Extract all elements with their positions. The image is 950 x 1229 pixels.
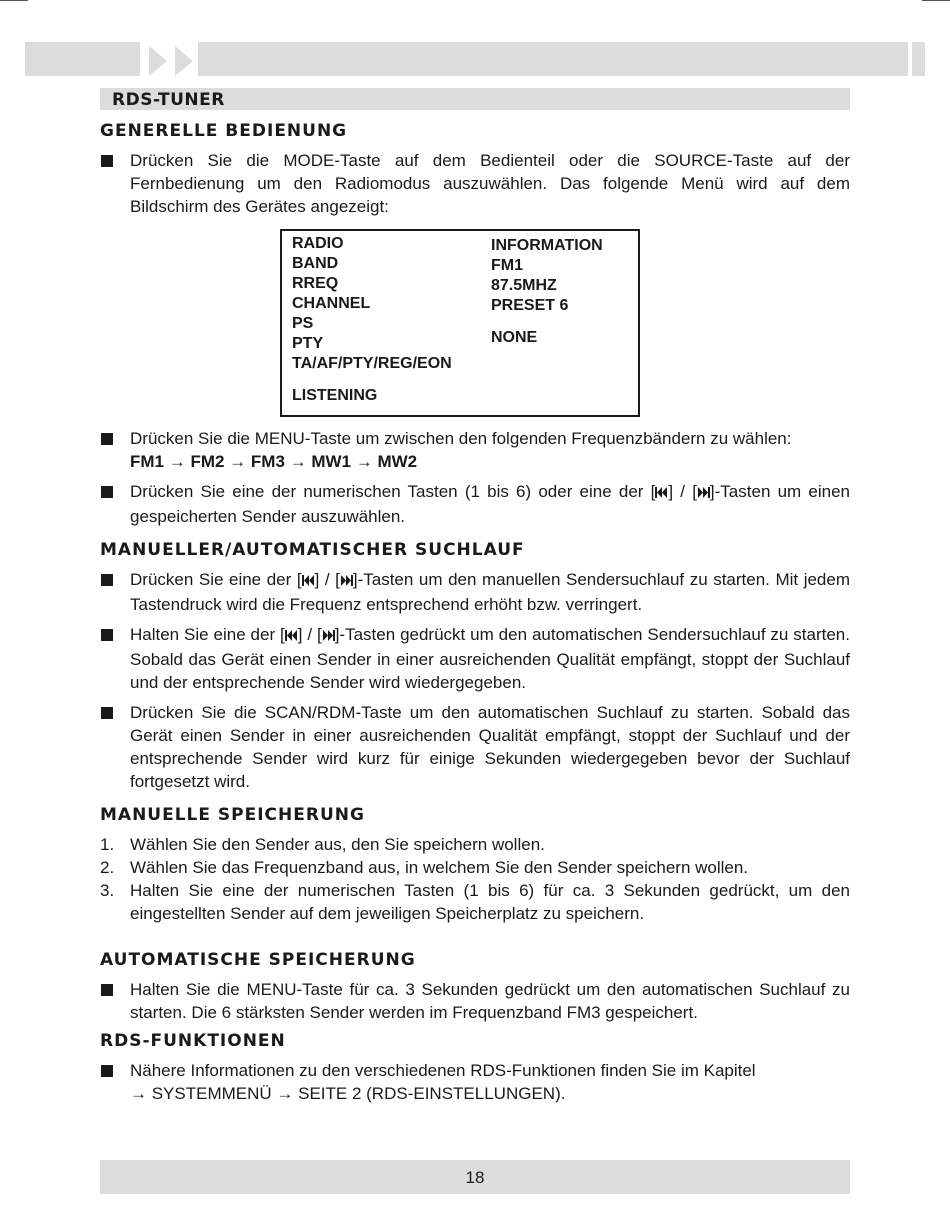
menu-labels: [292, 234, 452, 406]
skip-back-icon: [285, 625, 298, 648]
bullet-item: Drücken Sie die SCAN/RDM-Taste um den automatischen Suchlauf zu starten. Sobald das Gerät einen Sender in einer ausreichenden Qualität empfängt, stoppt der Suchlauf und der entsprechende Sender wird kurz für einige Sekunden wiedergegeben bevor der Suchlauf fortgesetzt wird.: [100, 701, 850, 793]
menu-values: [491, 236, 603, 348]
heading-manuelle-speicherung: MANUELLE SPEICHERUNG: [100, 805, 365, 825]
page-number: 18: [465, 1168, 485, 1187]
section-title: RDS-TUNER: [100, 88, 850, 110]
menu-value: NONE: [491, 329, 538, 346]
menu-value: PRESET 6: [491, 297, 569, 314]
heading-rds-funktionen: RDS-FUNKTIONEN: [100, 1031, 286, 1051]
menu-value: FM1: [491, 257, 523, 274]
header-segment: [25, 42, 140, 76]
menu-label: RREQ: [292, 275, 339, 292]
bullet-item: [100, 427, 850, 473]
bullet-item: Drücken Sie die MODE-Taste auf dem Bedienteil oder die SOURCE-Taste auf der Fernbedienung um den Radiomodus auszuwählen. Das folgende Menü wird auf dem Bildschirm des Gerätes angezeigt:: [100, 149, 850, 218]
menu-label: TA/AF/PTY/REG/EON: [292, 355, 452, 372]
crop-mark-left: [0, 0, 28, 1]
page-content: [100, 88, 850, 1112]
item-number: 3.: [100, 881, 115, 900]
header-arrows-icon: [147, 46, 197, 81]
bullet-item: Drücken Sie eine der [ ] / [ ]-Tasten um den manuellen Sendersuchlauf zu starten. Mit jedem Tastendruck wird die Frequenz entsprechend erhöht bzw. verringert.: [100, 568, 850, 616]
menu-label: PTY: [292, 335, 324, 352]
heading-suchlauf: MANUELLER/AUTOMATISCHER SUCHLAUF: [100, 540, 525, 560]
menu-value: INFORMATION: [491, 237, 603, 254]
bullet-item: Drücken Sie eine der numerischen Tasten (1 bis 6) oder eine der [ ] / [ ]-Tasten um einen gespeicherten Sender auszuwählen.: [100, 480, 850, 528]
numbered-item: 2. Wählen Sie das Frequenzband aus, in welchem Sie den Sender speichern wollen.: [100, 858, 749, 877]
header-bar: [25, 42, 925, 76]
skip-forward-icon: [322, 625, 335, 648]
band-chain: FM1 → FM2 → FM3 → MW1 → MW2: [130, 452, 418, 471]
header-segment: [198, 42, 908, 76]
bullet-text: Drücken Sie die MENU-Taste um zwischen den folgenden Frequenzbändern zu wählen:: [130, 429, 792, 448]
skip-back-icon: [302, 570, 315, 593]
menu-label: BAND: [292, 255, 339, 272]
menu-label: PS: [292, 315, 314, 332]
numbered-item: 1. Wählen Sie den Sender aus, den Sie speichern wollen.: [100, 835, 545, 854]
menu-label: CHANNEL: [292, 295, 371, 312]
bullet-item: Halten Sie eine der [ ] / [ ]-Tasten gedrückt um den automatischen Sendersuchlauf zu starten. Sobald das Gerät einen Sender in einer ausreichenden Qualität empfängt, stoppt der Suchlauf und der entsprechende Sender wird wiedergegeben.: [100, 623, 850, 694]
header-segment: [912, 42, 925, 76]
bullet-item: Nähere Informationen zu den verschiedenen RDS-Funktionen finden Sie im Kapitel → SYSTEMMENÜ → SEITE 2 (RDS-EINSTELLUNGEN).: [100, 1059, 770, 1105]
menu-value: 87.5MHZ: [491, 277, 557, 294]
item-number: 2.: [100, 858, 115, 877]
item-number: 1.: [100, 835, 115, 854]
heading-generelle-bedienung: GENERELLE BEDIENUNG: [100, 121, 348, 141]
heading-automatische-speicherung: AUTOMATISCHE SPEICHERUNG: [100, 950, 416, 970]
crop-mark-right: [922, 0, 950, 1]
menu-label: RADIO: [292, 235, 344, 252]
bullet-item: Halten Sie die MENU-Taste für ca. 3 Sekunden gedrückt um den automatischen Suchlauf zu starten. Die 6 stärksten Sender werden im Frequenzband FM3 gespeichert.: [100, 978, 850, 1024]
skip-forward-icon: [340, 570, 353, 593]
numbered-item: 3. Halten Sie eine der numerischen Tasten (1 bis 6) für ca. 3 Sekunden gedrückt, um den eingestellten Sender auf dem jeweiligen Speicherplatz zu speichern.: [100, 881, 850, 923]
skip-forward-icon: [697, 482, 710, 505]
radio-menu-box: [280, 229, 640, 417]
skip-back-icon: [655, 482, 668, 505]
menu-label: LISTENING: [292, 387, 378, 404]
page-footer: [100, 1160, 850, 1194]
